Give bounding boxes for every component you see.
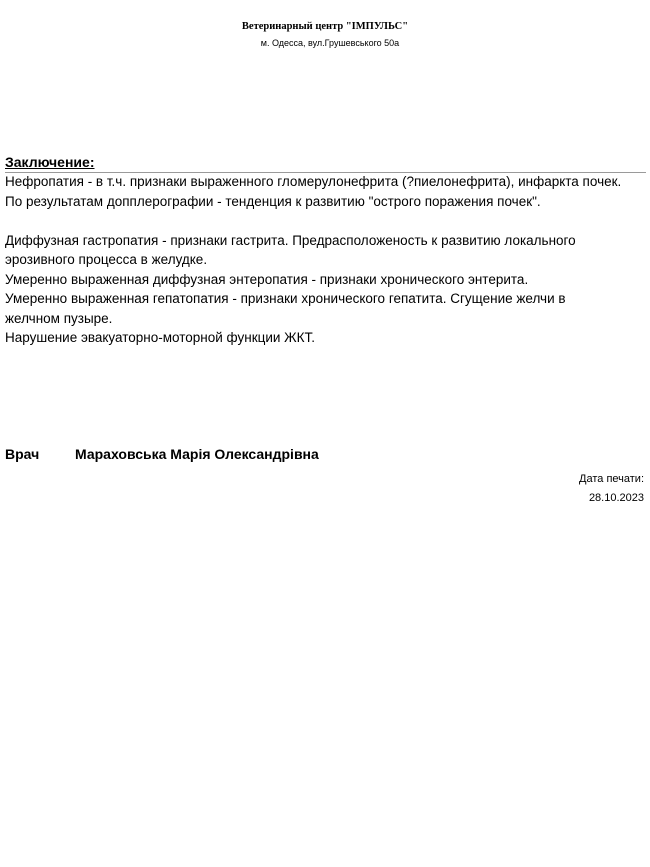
conclusion-line: Диффузная гастропатия - признаки гастрита. Предрасположеность к развитию локального bbox=[5, 232, 576, 248]
doctor-signature-line bbox=[5, 444, 319, 464]
conclusion-line: желчном пузыре. bbox=[5, 310, 113, 326]
conclusion-line: эрозивного процесса в желудке. bbox=[5, 252, 208, 267]
conclusion-line: Нарушение эвакуаторно-моторной функции ЖКТ. bbox=[5, 330, 316, 345]
conclusion-section bbox=[5, 152, 645, 348]
doctor-label: Врач bbox=[5, 446, 40, 462]
print-date-block bbox=[579, 470, 644, 508]
conclusion-line: По результатам допплерографии - тенденция к развитию "острого поражения почек". bbox=[5, 193, 541, 209]
clinic-address: м. Одесса, вул.Грушевського 50а bbox=[260, 38, 400, 48]
conclusion-line: Умеренно выраженная гепатопатия - признаки хронического гепатита. Сгущение желчи в bbox=[5, 291, 566, 306]
doctor-name: Мараховська Марія Олександрівна bbox=[75, 446, 319, 462]
conclusion-title: Заключение: bbox=[5, 154, 95, 170]
print-date-label: Дата печати: bbox=[579, 473, 644, 485]
clinic-name: Ветеринарный центр "ІМПУЛЬС" bbox=[241, 21, 409, 32]
conclusion-line: Нефропатия - в т.ч. признаки выраженного гломерулонефрита (?пиелонефрита), инфаркта почек. bbox=[5, 174, 622, 189]
clinic-header bbox=[0, 20, 650, 50]
conclusion-line: Умеренно выраженная диффузная энтеропатия - признаки хронического энтерита. bbox=[5, 271, 529, 287]
paragraph-gap bbox=[5, 211, 645, 231]
print-date-value: 28.10.2023 bbox=[588, 492, 644, 504]
title-divider bbox=[5, 172, 646, 173]
